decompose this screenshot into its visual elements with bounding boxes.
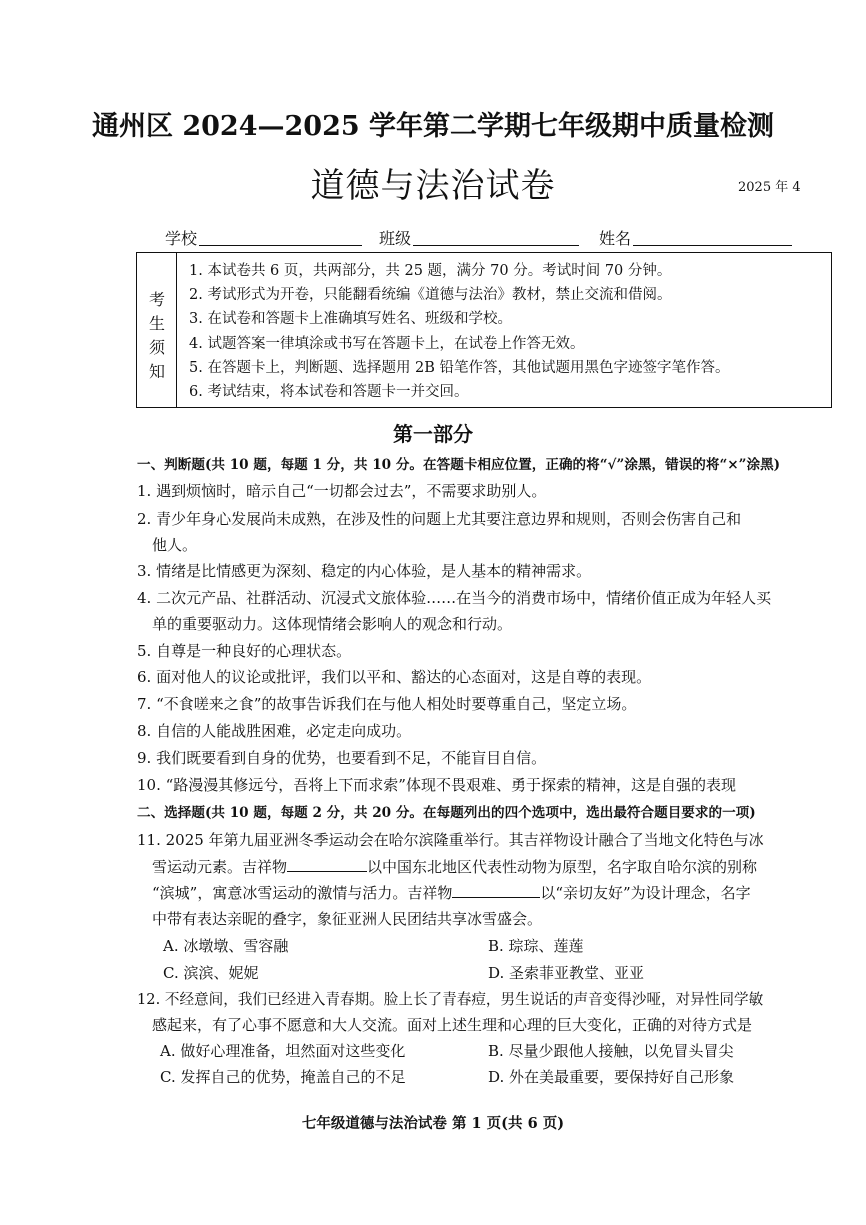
- notice-item: 5. 在答题卡上，判断题、选择题用 2B 铅笔作答，其他试题用黑色字迹签字笔作答。: [189, 359, 730, 376]
- question-6: 6. 面对他人的议论或批评，我们以平和、豁达的心态面对，这是自尊的表现。: [137, 668, 652, 686]
- q11-line2-text-b: 以中国东北地区代表性动物为原型，名字取自哈尔滨的别称: [367, 858, 758, 876]
- notice-label-char: 生: [149, 314, 166, 333]
- question-2-cont: 他人。: [152, 536, 198, 554]
- notice-item: 6. 考试结束，将本试卷和答题卡一并交回。: [189, 384, 469, 401]
- question-4-cont: 单的重要驱动力。这体现情绪会影响人的观念和行动。: [152, 615, 513, 633]
- page-footer: 七年级道德与法治试卷 第 1 页(共 6 页): [301, 1115, 565, 1132]
- exam-date: 2025 年 4: [738, 180, 801, 195]
- question-11: 11. 2025 年第九届亚洲冬季运动会在哈尔滨隆重举行。其吉祥物设计融合了当地文化特色与冰: [137, 831, 764, 849]
- question-1: 1. 遇到烦恼时，暗示自己“一切都会过去”，不需要求助别人。: [137, 482, 547, 500]
- notice-item: 3. 在试卷和答题卡上准确填写姓名、班级和学校。: [189, 311, 512, 328]
- exam-notice-box: [136, 252, 832, 408]
- q11-option-d: D. 圣索菲亚教堂、亚亚: [488, 964, 645, 982]
- q12-option-b: B. 尽量少跟他人接触，以免冒头冒尖: [488, 1042, 734, 1060]
- notice-list: [189, 259, 730, 404]
- q12-option-c: C. 发挥自己的优势，掩盖自己的不足: [160, 1068, 406, 1086]
- school-label: 学校: [165, 229, 198, 248]
- q11-option-b: B. 琮琮、莲莲: [488, 937, 584, 955]
- name-blank: [633, 245, 792, 246]
- question-11-line2: [152, 856, 757, 877]
- notice-label-char: 须: [149, 338, 166, 357]
- q11-line3-text: “滨城”，寓意冰雪运动的激情与活力。吉祥物: [152, 884, 453, 902]
- question-9: 9. 我们既要看到自身的优势，也要看到不足，不能盲目自信。: [137, 749, 547, 767]
- notice-item: 2. 考试形式为开卷，只能翻看统编《道德与法治》教材，禁止交流和借阅。: [189, 287, 672, 304]
- notice-item: 1. 本试卷共 6 页，共两部分，共 25 题，满分 70 分。考试时间 70 分钟。: [189, 263, 672, 279]
- question-3: 3. 情绪是比情感更为深刻、稳定的内心体验，是人基本的精神需求。: [137, 562, 592, 580]
- exam-subject-title: 道德与法治试卷: [310, 166, 556, 206]
- q11-line3-text-b: 以“亲切友好”为设计理念，名字: [540, 884, 751, 902]
- question-4: 4. 二次元产品、社群活动、沉浸式文旅体验……在当今的消费市场中，情绪价值正成为年轻人买: [137, 589, 772, 607]
- question-8: 8. 自信的人能战胜困难，必定走向成功。: [137, 722, 412, 740]
- notice-label-char: 知: [149, 362, 166, 381]
- school-blank: [199, 245, 362, 246]
- class-blank: [413, 245, 579, 246]
- question-12-line2: 感起来，有了心事不愿意和大人交流。面对上述生理和心理的巨大变化，正确的对待方式是: [152, 1016, 753, 1034]
- question-5: 5. 自尊是一种良好的心理状态。: [137, 642, 352, 660]
- class-label: 班级: [379, 229, 412, 248]
- q11-option-a: A. 冰墩墩、雪容融: [163, 937, 289, 955]
- question-11-line3: [152, 882, 751, 903]
- question-7: 7. “不食嗟来之食”的故事告诉我们在与他人相处时要尊重自己，坚定立场。: [137, 695, 637, 713]
- question-10: 10. “路漫漫其修远兮，吾将上下而求索”体现不畏艰难、勇于探索的精神，这是自强的表现: [137, 776, 736, 794]
- section-choice-heading: 二、选择题(共 10 题，每题 2 分，共 20 分。在每题列出的四个选项中，选出最符合题目要求的一项): [137, 805, 756, 821]
- q11-option-c: C. 滨滨、妮妮: [163, 964, 259, 982]
- q12-option-a: A. 做好心理准备，坦然面对这些变化: [160, 1042, 406, 1060]
- notice-item: 4. 试题答案一律填涂或书写在答题卡上，在试卷上作答无效。: [189, 335, 585, 352]
- part-one-title: 第一部分: [393, 422, 473, 446]
- q12-option-d: D. 外在美最重要，要保持好自己形象: [488, 1068, 735, 1086]
- question-2: 2. 青少年身心发展尚未成熟，在涉及性的问题上尤其要注意边界和规则，否则会伤害自己和: [137, 510, 742, 528]
- notice-label: [137, 253, 177, 407]
- notice-label-char: 考: [149, 290, 166, 309]
- exam-title: 通州区 2024—2025 学年第二学期七年级期中质量检测: [91, 111, 775, 142]
- section-judgment-heading: 一、判断题(共 10 题，每题 1 分，共 10 分。在答题卡相应位置，正确的将“√”涂黑，错误的将“×”涂黑): [137, 457, 781, 473]
- question-11-line4: 中带有表达亲昵的叠字，象征亚洲人民团结共享冰雪盛会。: [152, 910, 543, 928]
- q11-blank-2: [452, 883, 540, 898]
- question-12: 12. 不经意间，我们已经进入青春期。脸上长了青春痘，男生说话的声音变得沙哑，对异性同学敏: [137, 991, 764, 1008]
- q11-blank-1: [287, 857, 367, 872]
- name-label: 姓名: [599, 229, 632, 248]
- q11-line2-text: 雪运动元素。吉祥物: [152, 858, 288, 876]
